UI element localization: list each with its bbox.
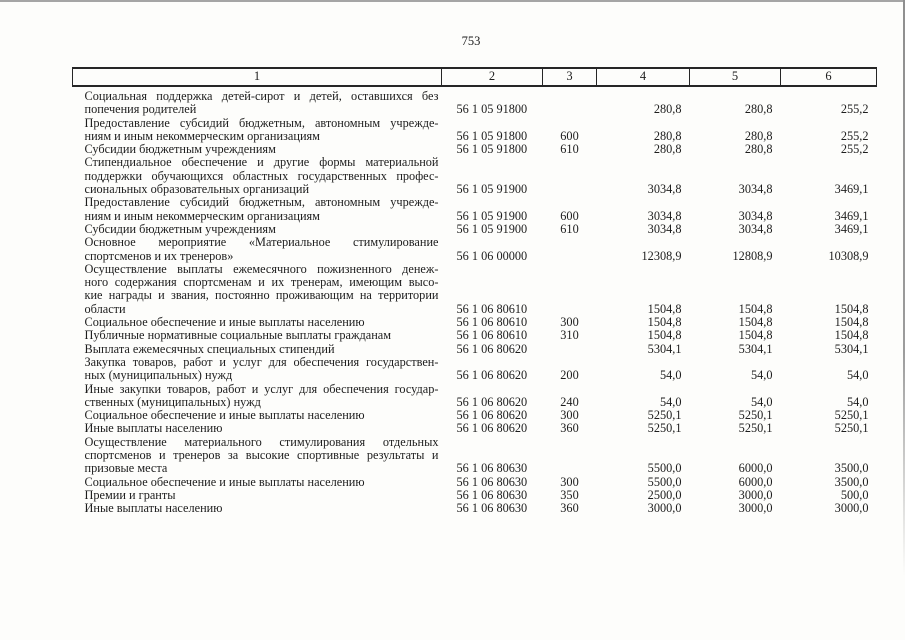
amount-col6-cell: 5250,1 [834,421,869,436]
amount-col5-cell: 5304,1 [738,341,773,356]
amount-col6-cell: 54,0 [846,368,869,383]
expense-type-cell: 300 [560,315,579,330]
amount-col5-cell: 6000,0 [738,474,773,489]
expense-type-cell: 200 [560,368,579,383]
amount-col4-cell: 280,8 [653,102,682,117]
description-line: Иные закупки товаров, работ и услуг для обеспечения государ- [84,381,439,396]
description-line: ных (муниципальных) нужд [84,368,233,383]
description-cell [73,383,442,410]
table-row [73,409,877,422]
amount-col4-cell: 5304,1 [647,341,682,356]
amount-col5-cell: 3000,0 [738,487,773,502]
description-cell [73,196,442,223]
table-row [73,223,877,236]
description-line: спортсменов и тренеров за высокие спортивные результаты и [84,448,439,463]
column-header-4: 4 [597,68,690,86]
amount-col6-cell: 1504,8 [834,328,869,343]
description-line: Осуществление выплаты ежемесячного пожизненного денеж- [84,261,439,276]
amount-col5-cell: 5250,1 [738,408,773,423]
table-row [73,356,877,383]
amount-col6-cell: 5304,1 [834,341,869,356]
amount-col5-cell: 280,8 [744,102,773,117]
expense-type-cell [543,156,597,196]
description-line: Социальная поддержка детей-сирот и детей, оставшихся без [84,89,439,103]
amount-col4-cell: 3034,8 [647,208,682,223]
description-cell [73,422,442,435]
scan-top-edge [0,0,905,2]
column-header-1: 1 [73,68,442,86]
table-row [73,143,877,156]
description-line: Социальное обеспечение и иные выплаты населению [84,408,365,423]
amount-col4-cell: 12308,9 [641,248,682,263]
amount-col4-cell: 1504,8 [647,301,682,316]
amount-col4-cell: 5500,0 [647,474,682,489]
description-cell [73,143,442,156]
description-cell [73,117,442,144]
expense-type-cell: 300 [560,474,579,489]
table-row [73,422,877,435]
amount-col5-cell: 54,0 [750,394,773,409]
column-header-3: 3 [543,68,597,86]
description-cell [73,86,442,117]
amount-col4-cell: 280,8 [653,128,682,143]
description-line: Социальное обеспечение и иные выплаты населению [84,315,365,330]
description-line: области [84,301,126,316]
code-cell: 56 1 06 80620 [456,368,528,383]
table-row [73,436,877,476]
description-cell [73,263,442,316]
amount-col6-cell: 3469,1 [834,182,869,197]
description-line: Иные выплаты населению [84,421,223,436]
code-cell: 56 1 05 91800 [456,102,528,117]
code-cell: 56 1 06 80620 [456,341,528,356]
description-line: Закупка товаров, работ и услуг для обеспечения государствен- [84,354,439,369]
amount-col5-cell: 3034,8 [738,208,773,223]
table-row [73,117,877,144]
amount-col6-cell: 10308,9 [828,248,869,263]
code-cell: 56 1 06 80620 [456,421,528,436]
amount-col6-cell: 255,2 [840,142,869,157]
code-cell: 56 1 05 91900 [456,208,528,223]
expense-type-cell: 310 [560,328,579,343]
code-cell: 56 1 06 00000 [456,248,528,263]
code-cell: 56 1 06 80610 [456,301,528,316]
amount-col6-cell: 255,2 [840,128,869,143]
table-row [73,236,877,263]
description-line: Субсидии бюджетным учреждениям [84,221,276,236]
expense-type-cell: 610 [560,221,579,236]
expense-type-cell: 360 [560,421,579,436]
amount-col5-cell: 5250,1 [738,421,773,436]
description-line: Стипендиальное обеспечение и другие формы материальной [84,155,439,170]
amount-col6-cell: 255,2 [840,102,869,117]
code-cell: 56 1 06 80610 [456,315,528,330]
amount-col5-cell: 6000,0 [738,461,773,476]
expense-type-cell [543,263,597,316]
code-cell: 56 1 06 80630 [456,461,528,476]
code-cell: 56 1 05 91800 [456,128,528,143]
description-line: Иные выплаты населению [84,501,223,516]
description-line: попечения родителей [84,102,197,117]
amount-col4-cell: 5500,0 [647,461,682,476]
description-cell [73,489,442,502]
description-line: Премии и гранты [84,487,176,502]
amount-col5-cell: 280,8 [744,142,773,157]
amount-col6-cell: 3500,0 [834,474,869,489]
amount-col5-cell: 1504,8 [738,301,773,316]
amount-col5-cell: 3034,8 [738,221,773,236]
amount-col5-cell: 280,8 [744,128,773,143]
description-cell [73,223,442,236]
code-cell: 56 1 06 80620 [456,408,528,423]
expense-type-cell: 350 [560,487,579,502]
amount-col6-cell: 1504,8 [834,301,869,316]
table-row [73,489,877,502]
column-header-6: 6 [781,68,877,86]
amount-col6-cell: 5250,1 [834,408,869,423]
amount-col4-cell: 3034,8 [647,182,682,197]
description-line: Социальное обеспечение и иные выплаты населению [84,474,365,489]
description-line: ниям и иным некоммерческим организациям [84,128,320,143]
table-row [73,263,877,316]
column-header-5: 5 [690,68,781,86]
table-row [73,156,877,196]
amount-col4-cell: 2500,0 [647,487,682,502]
description-cell [73,156,442,196]
description-line: ственных (муниципальных) нужд [84,394,261,409]
table-row [73,383,877,410]
description-line: спортсменов и их тренеров» [84,248,234,263]
table-row [73,329,877,342]
amount-col5-cell: 1504,8 [738,328,773,343]
description-cell [73,316,442,329]
amount-col6-cell: 54,0 [846,394,869,409]
table-header-row [73,68,877,86]
expense-type-cell: 600 [560,128,579,143]
table-row [73,196,877,223]
description-line: Осуществление материального стимулирования отдельных [84,434,439,449]
expense-type-cell: 240 [560,394,579,409]
expense-type-cell: 610 [560,142,579,157]
code-cell: 56 1 06 80630 [456,501,528,516]
description-line: Выплата ежемесячных специальных стипендий [84,341,335,356]
expense-type-cell: 300 [560,408,579,423]
amount-col5-cell: 12808,9 [732,248,773,263]
description-cell [73,476,442,489]
code-cell: 56 1 06 80610 [456,328,528,343]
code-cell: 56 1 05 91900 [456,182,528,197]
description-line: поддержки обучающихся областных государственных профес- [84,168,439,183]
amount-col4-cell: 1504,8 [647,315,682,330]
amount-col6-cell: 3000,0 [834,501,869,516]
description-cell [73,343,442,356]
description-line: призовые места [84,461,168,476]
description-cell [73,356,442,383]
amount-col4-cell: 280,8 [653,142,682,157]
amount-col6-cell: 3469,1 [834,221,869,236]
expense-type-cell: 600 [560,208,579,223]
code-cell: 56 1 06 80630 [456,487,528,502]
description-cell [73,502,442,515]
table-row [73,476,877,489]
amount-col5-cell: 3000,0 [738,501,773,516]
amount-col6-cell: 3469,1 [834,208,869,223]
amount-col5-cell: 3034,8 [738,182,773,197]
description-cell [73,436,442,476]
amount-col4-cell: 3034,8 [647,221,682,236]
expense-type-cell: 360 [560,501,579,516]
description-line: сиональных образовательных организаций [84,182,310,197]
description-line: ного содержания спортсменам и их тренерам, имеющим высо- [84,275,439,290]
amount-col4-cell: 3000,0 [647,501,682,516]
table-row [73,343,877,356]
code-cell: 56 1 05 91800 [456,142,528,157]
description-line: Основное мероприятие «Материальное стимулирование [84,235,439,250]
amount-col4-cell: 1504,8 [647,328,682,343]
amount-col5-cell: 1504,8 [738,315,773,330]
amount-col6-cell: 1504,8 [834,315,869,330]
page-number: 753 [461,34,481,48]
description-line: Публичные нормативные социальные выплаты гражданам [84,328,392,343]
budget-table [72,67,877,516]
column-header-2: 2 [442,68,543,86]
amount-col5-cell: 54,0 [750,368,773,383]
amount-col4-cell: 54,0 [659,368,682,383]
amount-col4-cell: 5250,1 [647,421,682,436]
amount-col4-cell: 54,0 [659,394,682,409]
code-cell: 56 1 05 91900 [456,221,528,236]
description-line: ниям и иным некоммерческим организациям [84,208,320,223]
code-cell: 56 1 06 80620 [456,394,528,409]
code-cell: 56 1 06 80630 [456,474,528,489]
amount-col4-cell: 5250,1 [647,408,682,423]
amount-col6-cell: 3500,0 [834,461,869,476]
table-row [73,502,877,515]
expense-type-cell [543,236,597,263]
description-line: Предоставление субсидий бюджетным, автономным учрежде- [84,195,439,210]
expense-type-cell [543,86,597,117]
expense-type-cell [543,436,597,476]
table-row [73,316,877,329]
table-row [73,86,877,117]
description-line: Предоставление субсидий бюджетным, автономным учрежде- [84,115,439,130]
description-cell [73,236,442,263]
description-cell [73,329,442,342]
description-line: Субсидии бюджетным учреждениям [84,142,276,157]
description-cell [73,409,442,422]
amount-col6-cell: 500,0 [840,487,869,502]
description-line: кие награды и звания, постоянно проживающим на территории [84,288,439,303]
expense-type-cell [543,343,597,356]
